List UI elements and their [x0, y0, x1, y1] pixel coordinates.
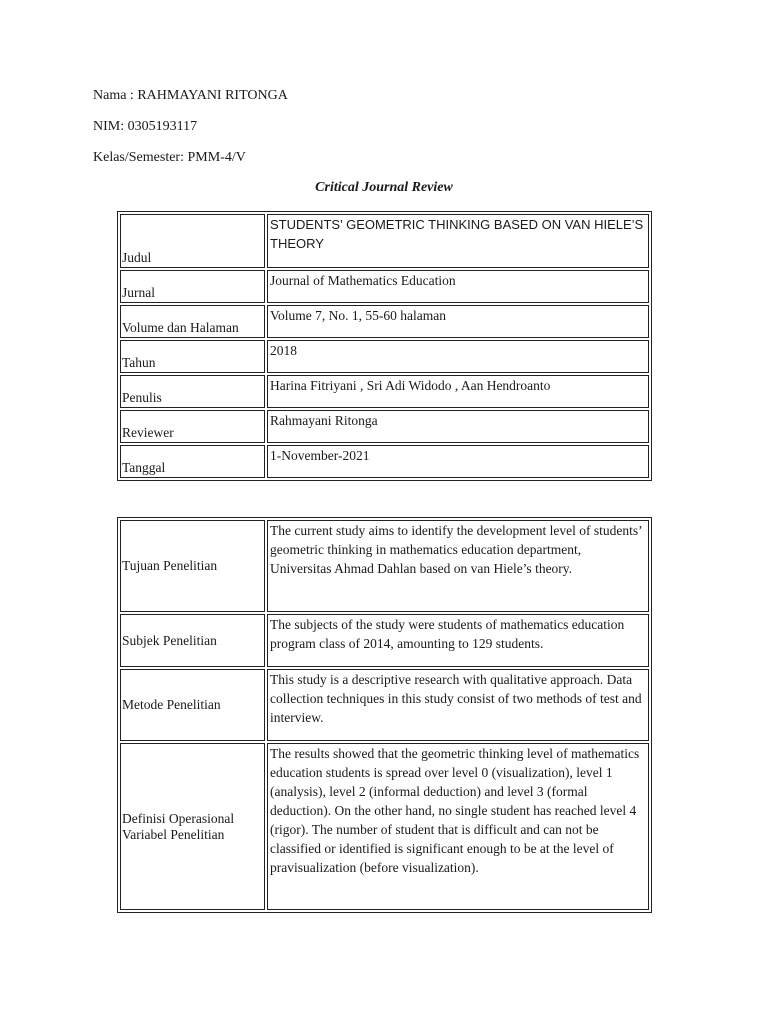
row-label: Judul	[120, 214, 265, 268]
student-nim: NIM: 0305193117	[93, 119, 198, 134]
row-value: Volume 7, No. 1, 55-60 halaman	[267, 305, 649, 338]
table-row	[120, 340, 649, 373]
table-row	[120, 410, 649, 443]
table-row	[120, 445, 649, 478]
table-row	[120, 305, 649, 338]
row-label: Definisi Operasional Variabel Penelitian	[120, 743, 265, 910]
row-label: Reviewer	[120, 410, 265, 443]
row-value: Journal of Mathematics Education	[267, 270, 649, 303]
table-row	[120, 743, 649, 910]
row-value: 1-November-2021	[267, 445, 649, 478]
row-value: Rahmayani Ritonga	[267, 410, 649, 443]
table-row	[120, 520, 649, 612]
row-label: Volume dan Halaman	[120, 305, 265, 338]
row-label: Metode Penelitian	[120, 669, 265, 741]
row-label: Jurnal	[120, 270, 265, 303]
row-value: The results showed that the geometric thinking level of mathematics education students is spread over level 0 (visualization), level 1 (analysis), level 2 (informal deduction) and level 3 (formal deduction). On the other hand, no single student has reached level 4 (rigor). The number of student that is difficult and can not be classified or identified is significant enough to be at the level of pravisualization (before visualization).	[267, 743, 649, 910]
table-row	[120, 669, 649, 741]
row-label: Penulis	[120, 375, 265, 408]
row-label: Subjek Penelitian	[120, 614, 265, 667]
row-value: The current study aims to identify the development level of students’ geometric thinking in mathematics education department, Universitas Ahmad Dahlan based on van Hiele’s theory.	[267, 520, 649, 612]
document-title: Critical Journal Review	[315, 180, 453, 195]
row-value: STUDENTS’ GEOMETRIC THINKING BASED ON VAN HIELE’S THEORY	[267, 214, 649, 268]
table-row	[120, 214, 649, 268]
row-label: Tanggal	[120, 445, 265, 478]
row-value: Harina Fitriyani , Sri Adi Widodo , Aan Hendroanto	[267, 375, 649, 408]
row-label: Tujuan Penelitian	[120, 520, 265, 612]
student-name: Nama : RAHMAYANI RITONGA	[93, 88, 288, 103]
review-details-table	[117, 517, 652, 913]
table-row	[120, 270, 649, 303]
class-semester: Kelas/Semester: PMM-4/V	[93, 150, 246, 165]
journal-info-table	[117, 211, 652, 481]
row-value: The subjects of the study were students of mathematics education program class of 2014, amounting to 129 students.	[267, 614, 649, 667]
table-row	[120, 614, 649, 667]
row-value: This study is a descriptive research with qualitative approach. Data collection techniques in this study consist of two methods of test and interview.	[267, 669, 649, 741]
row-value: 2018	[267, 340, 649, 373]
table-row	[120, 375, 649, 408]
row-label: Tahun	[120, 340, 265, 373]
